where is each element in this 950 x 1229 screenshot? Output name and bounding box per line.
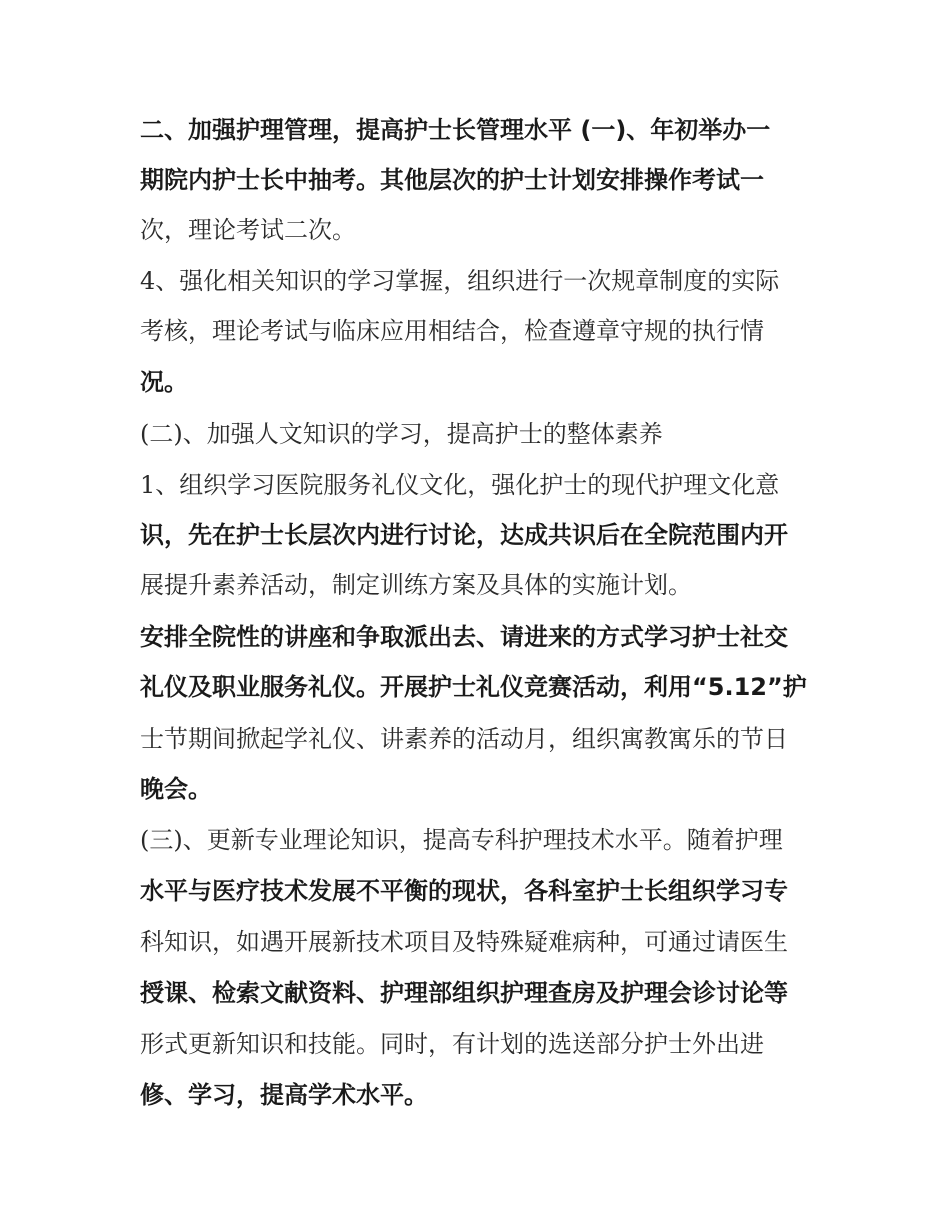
text-line: 4、强化相关知识的学习掌握，组织进行一次规章制度的实际	[140, 267, 780, 295]
text-line: 礼仪及职业服务礼仪。开展护士礼仪竞赛活动，利用“5.12”护	[140, 673, 807, 701]
text-line: (三)、更新专业理论知识，提高专科护理技术水平。随着护理	[140, 826, 783, 854]
text-line: 况。	[140, 368, 188, 396]
text-line: 水平与医疗技术发展不平衡的现状，各科室护士长组织学习专	[140, 877, 788, 905]
text-line: 晚会。	[140, 775, 212, 803]
text-line: 二、加强护理管理，提高护士长管理水平 (一)、年初举办一	[140, 116, 771, 144]
text-line: 考核，理论考试与临床应用相结合，检查遵章守规的执行情	[140, 317, 764, 345]
text-line: 期院内护士长中抽考。其他层次的护士计划安排操作考试一	[140, 166, 764, 194]
text-line: 次，理论考试二次。	[140, 216, 356, 244]
text-line: 修、学习，提高学术水平。	[140, 1081, 428, 1109]
text-line: (二)、加强人文知识的学习，提高护士的整体素养	[140, 420, 663, 448]
text-line: 展提升素养活动，制定训练方案及具体的实施计划。	[140, 571, 692, 599]
text-line: 形式更新知识和技能。同时，有计划的选送部分护士外出进	[140, 1030, 764, 1058]
text-line: 士节期间掀起学礼仪、讲素养的活动月，组织寓教寓乐的节日	[140, 725, 788, 753]
text-line: 科知识，如遇开展新技术项目及特殊疑难病种，可通过请医生	[140, 928, 788, 956]
text-line: 安排全院性的讲座和争取派出去、请进来的方式学习护士社交	[140, 623, 788, 651]
text-line: 授课、检索文献资料、护理部组织护理查房及护理会诊讨论等	[140, 979, 788, 1007]
text-line: 识，先在护士长层次内进行讨论，达成共识后在全院范围内开	[140, 521, 788, 549]
text-line: 1、组织学习医院服务礼仪文化，强化护士的现代护理文化意	[140, 471, 780, 499]
